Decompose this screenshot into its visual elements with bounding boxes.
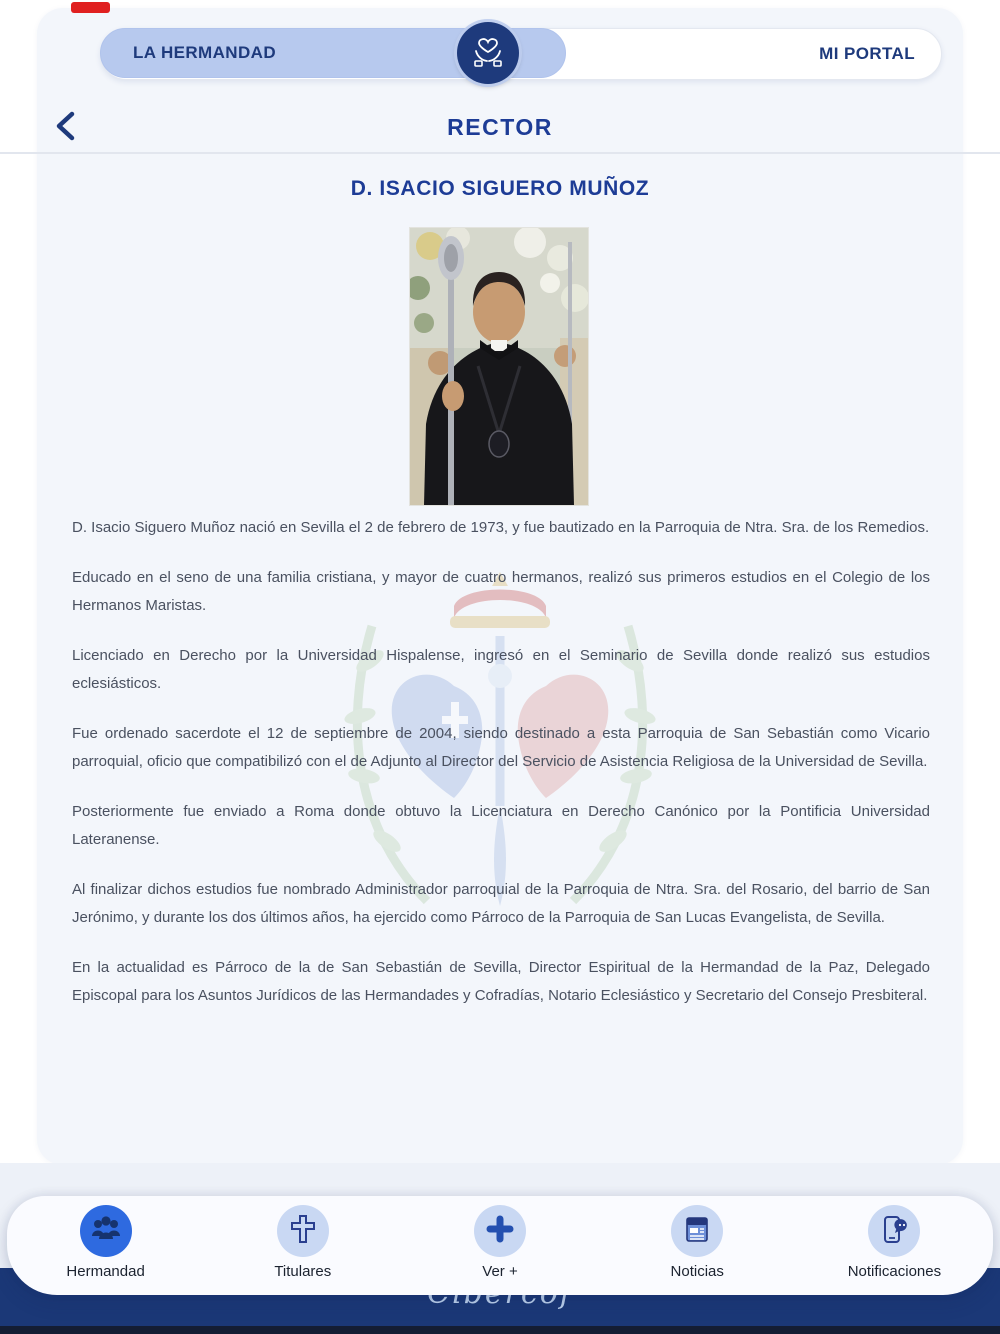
la-hermandad-label: LA HERMANDAD: [133, 43, 276, 62]
notificaciones-circle: [868, 1205, 920, 1257]
nav-item-titulares[interactable]: [204, 1196, 401, 1295]
bio-paragraph: Al finalizar dichos estudios fue nombrado Administrador parroquial de la Parroquia de Ntra. Sra. del Rosario, del barrio de San Jerónimo, y durante los dos últimos años, ha ejercido como Párroco de la Parroquia de San Lucas Evangelista, de Sevilla.: [72, 881, 930, 926]
nav-item-ver-mas[interactable]: [401, 1196, 598, 1295]
phone-chat-icon: [877, 1211, 911, 1252]
nav-label: Noticias: [670, 1263, 724, 1280]
nav-label: Titulares: [274, 1263, 332, 1280]
ver-mas-circle: [474, 1205, 526, 1257]
nav-label: Notificaciones: [847, 1263, 942, 1280]
bio-paragraph: Educado en el seno de una familia cristiana, y mayor de cuatro hermanos, realizó sus primeros estudios en el Colegio de los Hermanos Maristas.: [72, 569, 930, 614]
nav-label: Hermandad: [66, 1263, 145, 1280]
bio-paragraph: Fue ordenado sacerdote el 12 de septiembre de 2004, siendo destinado a esta Parroquia de San Sebastián como Vicario parroquial, oficio que compatibilizó con el de Adjunto al Director del Servicio de Asistencia Religiosa de la Universidad de Sevilla.: [72, 725, 930, 770]
priest-photo: [410, 228, 588, 505]
back-button[interactable]: [48, 106, 86, 146]
hermandad-circle: [80, 1205, 132, 1257]
bio-paragraph: Licenciado en Derecho por la Universidad Hispalense, ingresó en el Seminario de Sevilla donde realizó sus estudios eclesiásticos.: [72, 647, 930, 692]
page-title: RECTOR: [447, 114, 553, 140]
hands-heart-icon: [468, 31, 508, 76]
portal-switch: [100, 28, 942, 80]
nav-item-noticias[interactable]: [599, 1196, 796, 1295]
bottom-navigation: [7, 1196, 993, 1295]
titulares-circle: [277, 1205, 329, 1257]
mi-portal-label: MI PORTAL: [819, 44, 915, 63]
people-icon: [89, 1212, 123, 1251]
nav-label: Ver +: [482, 1263, 518, 1280]
bio-paragraph: Posteriormente fue enviado a Roma donde obtuvo la Licenciatura en Derecho Canónico por la Pontificia Universidad Lateranense.: [72, 803, 930, 848]
plus-icon: [486, 1215, 514, 1248]
tab-mi-portal[interactable]: [641, 29, 941, 79]
cross-icon: [288, 1212, 318, 1251]
biography: [72, 514, 930, 1032]
recording-indicator: [71, 2, 110, 13]
hands-heart-button[interactable]: [457, 22, 519, 84]
person-name: D. ISACIO SIGUERO MUÑOZ: [350, 177, 650, 200]
footer-strip: [0, 1326, 1000, 1334]
nav-item-notificaciones[interactable]: [796, 1196, 993, 1295]
header-divider: [0, 152, 1000, 154]
nav-item-hermandad[interactable]: [7, 1196, 204, 1295]
bio-paragraph: En la actualidad es Párroco de la de San Sebastián de Sevilla, Director Espiritual de la Hermandad de la Paz, Delegado Episcopal para los Asuntos Jurídicos de las Hermandades y Cofradías, Notario Eclesiástico y Secretario del Consejo Presbiteral.: [72, 959, 930, 1004]
noticias-circle: [671, 1205, 723, 1257]
newspaper-icon: [681, 1213, 713, 1250]
bio-paragraph: D. Isacio Siguero Muñoz nació en Sevilla el 2 de febrero de 1973, y fue bautizado en la Parroquia de Ntra. Sra. de los Remedios.: [72, 519, 930, 536]
